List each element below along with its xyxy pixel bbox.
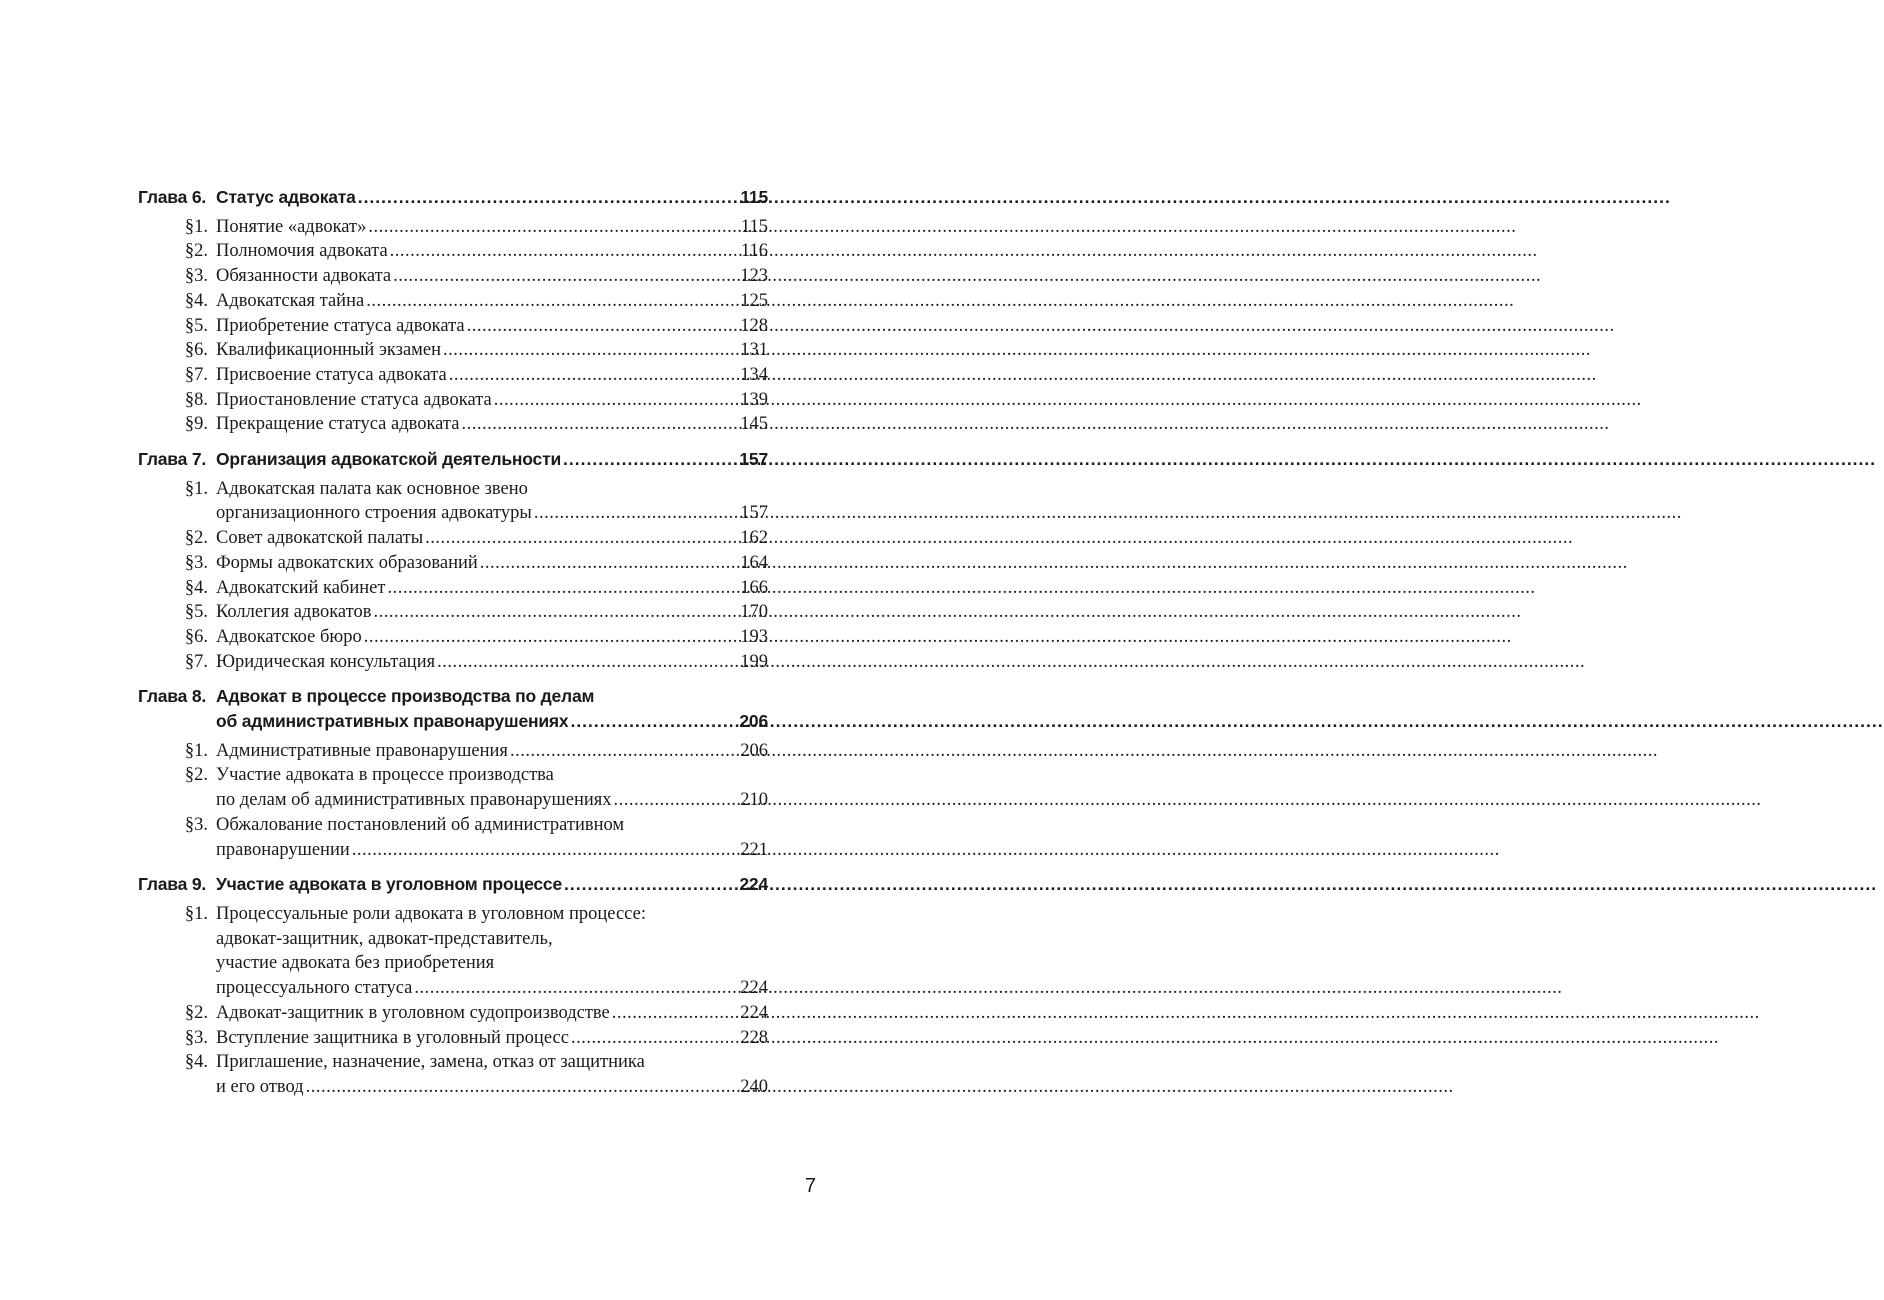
section-line bbox=[138, 739, 768, 764]
section-entry[interactable] bbox=[138, 412, 768, 437]
dot-leader bbox=[368, 215, 739, 240]
dot-leader bbox=[358, 185, 739, 210]
section-line bbox=[138, 1026, 768, 1051]
section-page: 128 bbox=[740, 315, 768, 336]
section-page: 123 bbox=[740, 266, 768, 287]
chapter-title: Организация адвокатской деятельности bbox=[216, 449, 562, 470]
section-page: 134 bbox=[740, 364, 768, 385]
section-page: 206 bbox=[740, 740, 768, 761]
chapter-entry bbox=[138, 872, 768, 1099]
section-number: §2. bbox=[184, 528, 208, 549]
chapter-heading[interactable] bbox=[138, 872, 768, 897]
chapter-entry bbox=[138, 447, 768, 674]
section-line bbox=[138, 650, 768, 675]
dot-leader bbox=[534, 501, 738, 526]
section-title: Присвоение статуса адвоката bbox=[216, 364, 447, 385]
section-title: Формы адвокатских образований bbox=[216, 552, 478, 573]
section-entry[interactable] bbox=[138, 1026, 768, 1051]
section-title: Обязанности адвоката bbox=[216, 266, 392, 287]
dot-leader bbox=[467, 314, 739, 339]
section-page: 116 bbox=[740, 241, 768, 262]
chapter-heading-line bbox=[138, 447, 768, 472]
section-entry[interactable] bbox=[138, 576, 768, 601]
section-entry[interactable] bbox=[138, 650, 768, 675]
section-page: 115 bbox=[740, 216, 768, 237]
dot-leader bbox=[364, 625, 739, 650]
section-title: Административные правонарушения bbox=[216, 740, 508, 761]
section-line bbox=[138, 927, 768, 952]
dot-leader bbox=[571, 1026, 738, 1051]
section-entry[interactable] bbox=[138, 551, 768, 576]
section-line bbox=[138, 1050, 768, 1075]
section-page: 139 bbox=[740, 389, 768, 410]
chapter-heading[interactable] bbox=[138, 185, 768, 210]
dot-leader bbox=[480, 551, 738, 576]
section-title: Коллегия адвокатов bbox=[216, 602, 372, 623]
section-title: правонарушении bbox=[216, 839, 350, 860]
section-title: Адвокат-защитник в уголовном судопроизводстве bbox=[216, 1002, 610, 1023]
section-number: §8. bbox=[184, 389, 208, 410]
chapter-heading-line bbox=[138, 709, 768, 734]
section-line bbox=[138, 363, 768, 388]
section-entry[interactable] bbox=[138, 813, 768, 862]
section-page: 164 bbox=[740, 552, 768, 573]
section-title: по делам об административных правонарушениях bbox=[216, 790, 612, 811]
section-entry[interactable] bbox=[138, 388, 768, 413]
section-number: §2. bbox=[184, 765, 208, 786]
section-line bbox=[138, 788, 768, 813]
dot-leader bbox=[612, 1001, 738, 1026]
section-number: §1. bbox=[184, 478, 208, 499]
section-title: Обжалование постановлений об административном bbox=[216, 814, 625, 835]
section-entry[interactable] bbox=[138, 1050, 768, 1099]
section-title: процессуального статуса bbox=[216, 978, 413, 999]
section-title: Адвокатский кабинет bbox=[216, 577, 386, 598]
section-number: §4. bbox=[184, 577, 208, 598]
section-line bbox=[138, 264, 768, 289]
section-entry[interactable] bbox=[138, 314, 768, 339]
section-line bbox=[138, 314, 768, 339]
section-title: Адвокатское бюро bbox=[216, 626, 362, 647]
section-number: §1. bbox=[184, 903, 208, 924]
chapter-heading-line bbox=[138, 684, 768, 709]
dot-leader bbox=[387, 576, 738, 601]
chapter-page: 224 bbox=[739, 874, 768, 895]
section-title: Вступление защитника в уголовный процесс bbox=[216, 1027, 569, 1048]
chapter-page: 206 bbox=[739, 711, 768, 732]
section-line bbox=[138, 763, 768, 788]
section-line bbox=[138, 501, 768, 526]
section-page: 210 bbox=[740, 790, 768, 811]
dot-leader bbox=[494, 388, 739, 413]
section-page: 224 bbox=[740, 1002, 768, 1023]
chapter-label: Глава 8. bbox=[138, 686, 207, 707]
section-page: 228 bbox=[740, 1027, 768, 1048]
section-entry[interactable] bbox=[138, 239, 768, 264]
section-line bbox=[138, 625, 768, 650]
section-page: 224 bbox=[740, 978, 768, 999]
table-of-contents bbox=[138, 185, 768, 1110]
chapter-label: Глава 6. bbox=[138, 187, 207, 207]
section-entry[interactable] bbox=[138, 338, 768, 363]
dot-leader bbox=[437, 650, 738, 675]
chapter-title: Участие адвоката в уголовном процессе bbox=[216, 874, 562, 895]
section-entry[interactable] bbox=[138, 1001, 768, 1026]
section-title: Приобретение статуса адвоката bbox=[216, 315, 465, 336]
chapter-page: 157 bbox=[739, 449, 768, 470]
section-line bbox=[138, 1001, 768, 1026]
section-page: 131 bbox=[740, 340, 768, 361]
dot-leader bbox=[393, 264, 738, 289]
section-number: §7. bbox=[184, 651, 208, 672]
chapter-entry bbox=[138, 185, 768, 437]
section-page: 193 bbox=[740, 626, 768, 647]
dot-leader bbox=[306, 1075, 739, 1100]
dot-leader bbox=[414, 976, 738, 1001]
section-number: §6. bbox=[184, 626, 208, 647]
section-line bbox=[138, 951, 768, 976]
section-number: §3. bbox=[184, 266, 208, 287]
dot-leader bbox=[563, 447, 737, 472]
section-number: §1. bbox=[184, 740, 208, 761]
section-line bbox=[138, 526, 768, 551]
chapter-heading-line bbox=[138, 185, 768, 210]
section-line bbox=[138, 551, 768, 576]
chapter-heading[interactable] bbox=[138, 684, 768, 733]
section-title: участие адвоката без приобретения bbox=[216, 953, 495, 974]
chapter-title: Адвокат в процессе производства по делам bbox=[216, 686, 595, 707]
dot-leader bbox=[425, 526, 738, 551]
dot-leader bbox=[443, 338, 738, 363]
section-number: §2. bbox=[184, 1002, 208, 1023]
section-title: Адвокатская палата как основное звено bbox=[216, 478, 528, 499]
dot-leader bbox=[614, 788, 739, 813]
dot-leader bbox=[564, 872, 737, 897]
section-title: Процессуальные роли адвоката в уголовном процессе: bbox=[216, 903, 646, 924]
chapter-entry bbox=[138, 684, 768, 862]
dot-leader bbox=[510, 739, 738, 764]
section-line bbox=[138, 1075, 768, 1100]
section-entry[interactable] bbox=[138, 289, 768, 314]
chapter-title: об административных правонарушениях bbox=[216, 711, 569, 732]
section-entry[interactable] bbox=[138, 739, 768, 764]
section-entry[interactable] bbox=[138, 264, 768, 289]
section-entry[interactable] bbox=[138, 902, 768, 1001]
section-title: Понятие «адвокат» bbox=[216, 216, 367, 237]
section-page: 125 bbox=[740, 290, 768, 311]
section-page: 145 bbox=[740, 414, 768, 435]
section-line bbox=[138, 976, 768, 1001]
section-page: 221 bbox=[740, 839, 768, 860]
section-entry[interactable] bbox=[138, 363, 768, 388]
section-page: 166 bbox=[740, 577, 768, 598]
section-line bbox=[138, 838, 768, 863]
section-number: §1. bbox=[184, 216, 208, 237]
section-number: §6. bbox=[184, 340, 208, 361]
section-number: §3. bbox=[184, 1027, 208, 1048]
dot-leader bbox=[373, 600, 738, 625]
section-title: Совет адвокатской палаты bbox=[216, 528, 424, 549]
section-number: §7. bbox=[184, 364, 208, 385]
section-number: §2. bbox=[184, 241, 208, 262]
section-title: и его отвод bbox=[216, 1076, 304, 1097]
section-line bbox=[138, 902, 768, 927]
section-line bbox=[138, 215, 768, 240]
section-number: §5. bbox=[184, 315, 208, 336]
section-number: §5. bbox=[184, 602, 208, 623]
chapter-label: Глава 7. bbox=[138, 449, 207, 470]
section-title: Юридическая консультация bbox=[216, 651, 436, 672]
section-title: адвокат-защитник, адвокат-представитель, bbox=[216, 928, 553, 949]
dot-leader bbox=[570, 709, 737, 734]
section-line bbox=[138, 388, 768, 413]
section-entry[interactable] bbox=[138, 625, 768, 650]
chapter-page: 115 bbox=[740, 187, 768, 207]
section-title: Приостановление статуса адвоката bbox=[216, 389, 492, 410]
section-number: §3. bbox=[184, 814, 208, 835]
section-number: §4. bbox=[184, 290, 208, 311]
dot-leader bbox=[390, 239, 739, 264]
page-number: 7 bbox=[804, 1175, 816, 1197]
section-line bbox=[138, 576, 768, 601]
section-page: 157 bbox=[740, 503, 768, 524]
section-page: 162 bbox=[740, 528, 768, 549]
dot-leader bbox=[366, 289, 738, 314]
section-entry[interactable] bbox=[138, 526, 768, 551]
section-entry[interactable] bbox=[138, 763, 768, 812]
section-line bbox=[138, 239, 768, 264]
section-entry[interactable] bbox=[138, 600, 768, 625]
section-line bbox=[138, 289, 768, 314]
section-line bbox=[138, 600, 768, 625]
section-number: §3. bbox=[184, 552, 208, 573]
section-page: 170 bbox=[740, 602, 768, 623]
section-line bbox=[138, 338, 768, 363]
section-line bbox=[138, 813, 768, 838]
section-page: 240 bbox=[740, 1076, 768, 1097]
chapter-title: Статус адвоката bbox=[216, 187, 356, 207]
chapter-label: Глава 9. bbox=[138, 874, 207, 895]
section-entry[interactable] bbox=[138, 215, 768, 240]
chapter-heading[interactable] bbox=[138, 447, 768, 472]
section-number: §9. bbox=[184, 414, 208, 435]
section-line bbox=[138, 477, 768, 502]
dot-leader bbox=[449, 363, 739, 388]
section-title: Адвокатская тайна bbox=[216, 290, 365, 311]
section-page: 199 bbox=[740, 651, 768, 672]
dot-leader bbox=[352, 838, 739, 863]
section-title: Прекращение статуса адвоката bbox=[216, 414, 460, 435]
section-line bbox=[138, 412, 768, 437]
section-title: Приглашение, назначение, замена, отказ от защитника bbox=[216, 1052, 645, 1073]
section-title: Квалификационный экзамен bbox=[216, 340, 441, 361]
section-title: Полномочия адвоката bbox=[216, 241, 388, 262]
section-number: §4. bbox=[184, 1052, 208, 1073]
section-title: Участие адвоката в процессе производства bbox=[216, 765, 554, 786]
chapter-heading-line bbox=[138, 872, 768, 897]
section-title: организационного строения адвокатуры bbox=[216, 503, 532, 524]
dot-leader bbox=[461, 412, 738, 437]
section-entry[interactable] bbox=[138, 477, 768, 526]
